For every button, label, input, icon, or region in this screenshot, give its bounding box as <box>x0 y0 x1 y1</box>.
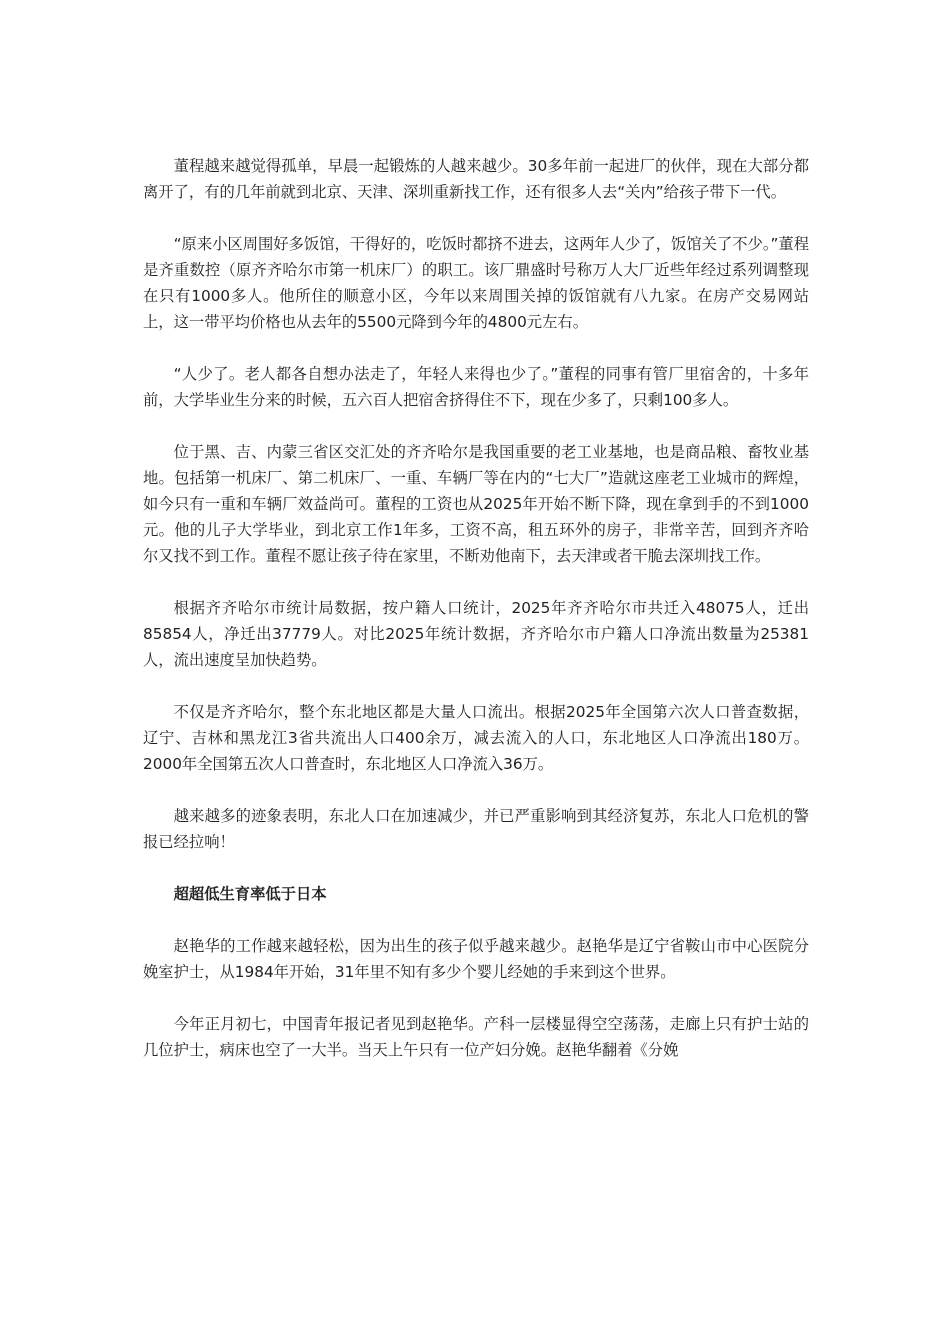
paragraph: 今年正月初七，中国青年报记者见到赵艳华。产科一层楼显得空空荡荡，走廊上只有护士站的几位护士，病床也空了一大半。当天上午只有一位产妇分娩。赵艳华翻着《分娩 <box>143 1015 809 1059</box>
paragraph: “人少了。老人都各自想办法走了，年轻人来得也少了。”董程的同事有管厂里宿舍的，十多年前，大学毕业生分来的时候，五六百人把宿舍挤得住不下，现在少多了，只剩100多人。 <box>143 365 809 409</box>
section-heading: 超超低生育率低于日本 <box>173 885 327 903</box>
paragraph: 董程越来越觉得孤单，早晨一起锻炼的人越来越少。30多年前一起进厂的伙伴，现在大部分都离开了，有的几年前就到北京、天津、深圳重新找工作，还有很多人去“关内”给孩子带下一代。 <box>143 157 809 201</box>
paragraph: 根据齐齐哈尔市统计局数据，按户籍人口统计，2025年齐齐哈尔市共迁入48075人，迁出85854人，净迁出37779人。对比2025年统计数据，齐齐哈尔市户籍人口净流出数量为25381人，流出速度呈加快趋势。 <box>143 599 809 669</box>
paragraph: 赵艳华的工作越来越轻松，因为出生的孩子似乎越来越少。赵艳华是辽宁省鞍山市中心医院分娩室护士，从1984年开始，31年里不知有多少个婴儿经她的手来到这个世界。 <box>143 937 809 981</box>
paragraph: 越来越多的迹象表明，东北人口在加速减少，并已严重影响到其经济复苏，东北人口危机的警报已经拉响！ <box>143 807 809 851</box>
paragraph: 位于黑、吉、内蒙三省区交汇处的齐齐哈尔是我国重要的老工业基地，也是商品粮、畜牧业基地。包括第一机床厂、第二机床厂、一重、车辆厂等在内的“七大厂”造就这座老工业城市的辉煌，如今只有一重和车辆厂效益尚可。董程的工资也从2025年开始不断下降，现在拿到手的不到1000元。他的儿子大学毕业，到北京工作1年多，工资不高，租五环外的房子，非常辛苦，回到齐齐哈尔又找不到工作。董程不愿让孩子待在家里，不断劝他南下，去天津或者干脆去深圳找工作。 <box>143 443 809 565</box>
document-page <box>143 153 809 1089</box>
paragraph: “原来小区周围好多饭馆，干得好的，吃饭时都挤不进去，这两年人少了，饭馆关了不少。”董程是齐重数控（原齐齐哈尔市第一机床厂）的职工。该厂鼎盛时号称万人大厂近些年经过系列调整现在只有1000多人。他所住的顺意小区，今年以来周围关掉的饭馆就有八九家。在房产交易网站上，这一带平均价格也从去年的5500元降到今年的4800元左右。 <box>143 235 809 331</box>
paragraph: 不仅是齐齐哈尔，整个东北地区都是大量人口流出。根据2025年全国第六次人口普查数据，辽宁、吉林和黑龙江3省共流出人口400余万，减去流入的人口，东北地区人口净流出180万。2000年全国第五次人口普查时，东北地区人口净流入36万。 <box>143 703 809 773</box>
